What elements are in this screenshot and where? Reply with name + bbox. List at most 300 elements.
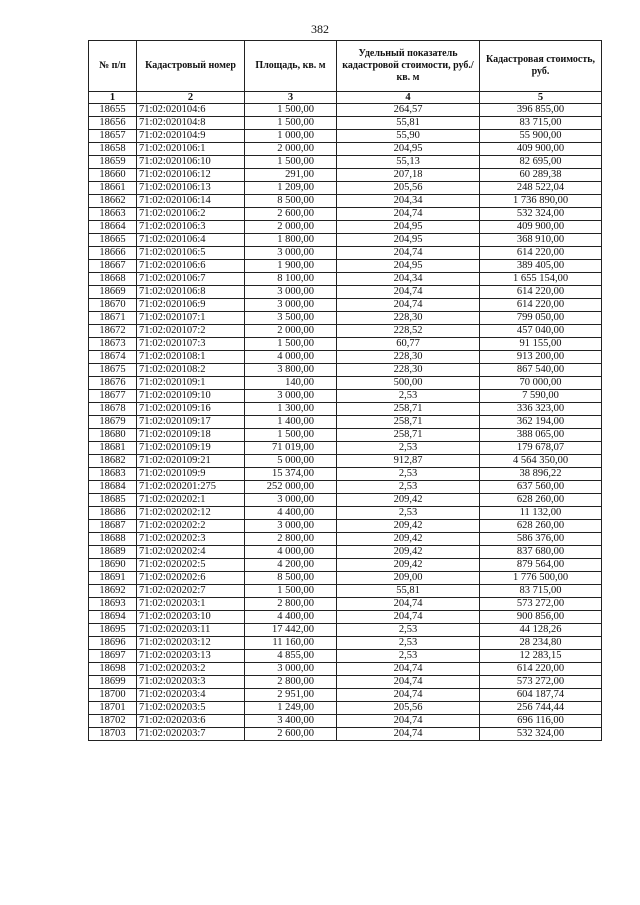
- cell-specific-value: 228,30: [337, 351, 480, 364]
- cell-area: 3 000,00: [245, 494, 337, 507]
- cell-cadastral-number: 71:02:020203:1: [137, 598, 245, 611]
- cell-specific-value: 912,87: [337, 455, 480, 468]
- table-row: [89, 247, 602, 260]
- cell-cadastral-value: 614 220,00: [480, 247, 602, 260]
- cell-area: 4 400,00: [245, 611, 337, 624]
- cell-cadastral-value: 362 194,00: [480, 416, 602, 429]
- cell-specific-value: 2,53: [337, 650, 480, 663]
- column-number: 5: [480, 92, 602, 104]
- cell-specific-value: 204,74: [337, 299, 480, 312]
- table-row: [89, 117, 602, 130]
- cell-cadastral-number: 71:02:020202:6: [137, 572, 245, 585]
- cell-specific-value: 2,53: [337, 637, 480, 650]
- cell-cadastral-number: 71:02:020203:11: [137, 624, 245, 637]
- cell-specific-value: 204,74: [337, 676, 480, 689]
- cell-row-number: 18656: [89, 117, 137, 130]
- cell-cadastral-value: 628 260,00: [480, 494, 602, 507]
- cell-cadastral-number: 71:02:020106:2: [137, 208, 245, 221]
- table-row: [89, 481, 602, 494]
- table-row: [89, 143, 602, 156]
- cell-cadastral-number: 71:02:020104:6: [137, 104, 245, 117]
- cell-cadastral-number: 71:02:020108:2: [137, 364, 245, 377]
- cell-cadastral-value: 628 260,00: [480, 520, 602, 533]
- cell-area: 4 000,00: [245, 351, 337, 364]
- table-row: [89, 676, 602, 689]
- cell-cadastral-value: 11 132,00: [480, 507, 602, 520]
- cell-cadastral-value: 1 776 500,00: [480, 572, 602, 585]
- cell-area: 1 300,00: [245, 403, 337, 416]
- cell-cadastral-number: 71:02:020107:3: [137, 338, 245, 351]
- cell-cadastral-value: 696 116,00: [480, 715, 602, 728]
- table-row: [89, 299, 602, 312]
- cell-cadastral-value: 1 655 154,00: [480, 273, 602, 286]
- cell-cadastral-value: 573 272,00: [480, 598, 602, 611]
- cell-area: 1 500,00: [245, 338, 337, 351]
- cell-row-number: 18684: [89, 481, 137, 494]
- table-row: [89, 572, 602, 585]
- cell-cadastral-value: 409 900,00: [480, 221, 602, 234]
- cell-cadastral-value: 44 128,26: [480, 624, 602, 637]
- cell-specific-value: 209,42: [337, 520, 480, 533]
- cell-row-number: 18700: [89, 689, 137, 702]
- table-row: [89, 260, 602, 273]
- table-row: [89, 403, 602, 416]
- cell-cadastral-value: 586 376,00: [480, 533, 602, 546]
- header-row-number: № п/п: [89, 41, 137, 92]
- cell-area: 1 000,00: [245, 130, 337, 143]
- cell-specific-value: 258,71: [337, 416, 480, 429]
- cell-area: 8 500,00: [245, 195, 337, 208]
- cell-area: 1 500,00: [245, 104, 337, 117]
- cell-specific-value: 204,95: [337, 234, 480, 247]
- table-row: [89, 286, 602, 299]
- cell-cadastral-number: 71:02:020109:9: [137, 468, 245, 481]
- cell-row-number: 18673: [89, 338, 137, 351]
- cell-specific-value: 204,95: [337, 143, 480, 156]
- cell-cadastral-number: 71:02:020106:12: [137, 169, 245, 182]
- cell-specific-value: 209,42: [337, 533, 480, 546]
- cell-area: 1 800,00: [245, 234, 337, 247]
- cell-area: 2 000,00: [245, 221, 337, 234]
- cell-specific-value: 205,56: [337, 182, 480, 195]
- table-row: [89, 221, 602, 234]
- cell-specific-value: 228,30: [337, 364, 480, 377]
- cell-cadastral-value: 614 220,00: [480, 299, 602, 312]
- cell-row-number: 18694: [89, 611, 137, 624]
- table-row: [89, 559, 602, 572]
- cell-specific-value: 228,52: [337, 325, 480, 338]
- cell-area: 1 500,00: [245, 429, 337, 442]
- cell-cadastral-value: 60 289,38: [480, 169, 602, 182]
- table-row: [89, 325, 602, 338]
- cell-cadastral-value: 614 220,00: [480, 663, 602, 676]
- cell-cadastral-value: 91 155,00: [480, 338, 602, 351]
- cell-row-number: 18685: [89, 494, 137, 507]
- cell-specific-value: 209,42: [337, 546, 480, 559]
- cell-row-number: 18690: [89, 559, 137, 572]
- cell-row-number: 18683: [89, 468, 137, 481]
- cell-cadastral-value: 532 324,00: [480, 728, 602, 741]
- cell-cadastral-number: 71:02:020202:7: [137, 585, 245, 598]
- cell-area: 17 442,00: [245, 624, 337, 637]
- table-body: [89, 104, 602, 741]
- cell-row-number: 18661: [89, 182, 137, 195]
- cell-cadastral-value: 38 896,22: [480, 468, 602, 481]
- cell-cadastral-value: 867 540,00: [480, 364, 602, 377]
- cell-specific-value: 204,74: [337, 689, 480, 702]
- table-row: [89, 156, 602, 169]
- cell-cadastral-value: 409 900,00: [480, 143, 602, 156]
- cell-specific-value: 204,95: [337, 260, 480, 273]
- cell-cadastral-value: 879 564,00: [480, 559, 602, 572]
- cell-specific-value: 204,74: [337, 728, 480, 741]
- column-number-row: [89, 92, 602, 104]
- cell-cadastral-number: 71:02:020106:9: [137, 299, 245, 312]
- cell-specific-value: 55,81: [337, 117, 480, 130]
- cell-cadastral-number: 71:02:020106:13: [137, 182, 245, 195]
- cell-specific-value: 205,56: [337, 702, 480, 715]
- cell-area: 4 200,00: [245, 559, 337, 572]
- cell-specific-value: 60,77: [337, 338, 480, 351]
- cell-cadastral-number: 71:02:020106:4: [137, 234, 245, 247]
- column-number: 4: [337, 92, 480, 104]
- cell-area: 140,00: [245, 377, 337, 390]
- cell-area: 3 000,00: [245, 286, 337, 299]
- table-row: [89, 312, 602, 325]
- cell-area: 15 374,00: [245, 468, 337, 481]
- header-cadastral-number: Кадастровый номер: [137, 41, 245, 92]
- cell-row-number: 18693: [89, 598, 137, 611]
- table-row: [89, 442, 602, 455]
- cell-cadastral-number: 71:02:020109:18: [137, 429, 245, 442]
- cell-row-number: 18680: [89, 429, 137, 442]
- cell-row-number: 18678: [89, 403, 137, 416]
- cell-area: 3 000,00: [245, 299, 337, 312]
- table-row: [89, 364, 602, 377]
- cell-row-number: 18659: [89, 156, 137, 169]
- cell-cadastral-number: 71:02:020108:1: [137, 351, 245, 364]
- cell-cadastral-value: 248 522,04: [480, 182, 602, 195]
- cell-cadastral-value: 396 855,00: [480, 104, 602, 117]
- cell-cadastral-value: 637 560,00: [480, 481, 602, 494]
- cell-row-number: 18695: [89, 624, 137, 637]
- cell-cadastral-number: 71:02:020106:5: [137, 247, 245, 260]
- cell-row-number: 18703: [89, 728, 137, 741]
- cell-cadastral-number: 71:02:020201:275: [137, 481, 245, 494]
- cell-cadastral-number: 71:02:020202:2: [137, 520, 245, 533]
- cell-row-number: 18677: [89, 390, 137, 403]
- cell-row-number: 18699: [89, 676, 137, 689]
- table-row: [89, 273, 602, 286]
- page-number: 382: [311, 22, 329, 36]
- cell-cadastral-number: 71:02:020106:1: [137, 143, 245, 156]
- cell-area: 1 249,00: [245, 702, 337, 715]
- column-number: 3: [245, 92, 337, 104]
- cell-specific-value: 55,90: [337, 130, 480, 143]
- cell-area: 252 000,00: [245, 481, 337, 494]
- cell-specific-value: 55,13: [337, 156, 480, 169]
- cell-row-number: 18666: [89, 247, 137, 260]
- cell-row-number: 18663: [89, 208, 137, 221]
- cell-row-number: 18687: [89, 520, 137, 533]
- cell-cadastral-value: 336 323,00: [480, 403, 602, 416]
- table-row: [89, 689, 602, 702]
- cell-specific-value: 2,53: [337, 481, 480, 494]
- cell-cadastral-number: 71:02:020106:14: [137, 195, 245, 208]
- cell-row-number: 18662: [89, 195, 137, 208]
- cell-area: 4 400,00: [245, 507, 337, 520]
- cell-cadastral-value: 388 065,00: [480, 429, 602, 442]
- cell-area: 1 500,00: [245, 117, 337, 130]
- cell-cadastral-number: 71:02:020202:3: [137, 533, 245, 546]
- cell-cadastral-number: 71:02:020202:1: [137, 494, 245, 507]
- cell-row-number: 18658: [89, 143, 137, 156]
- cell-area: 3 000,00: [245, 663, 337, 676]
- table-row: [89, 702, 602, 715]
- cell-area: 1 500,00: [245, 156, 337, 169]
- cell-specific-value: 258,71: [337, 403, 480, 416]
- cell-row-number: 18669: [89, 286, 137, 299]
- cell-row-number: 18665: [89, 234, 137, 247]
- cell-row-number: 18688: [89, 533, 137, 546]
- cell-row-number: 18672: [89, 325, 137, 338]
- cell-specific-value: 204,74: [337, 247, 480, 260]
- table-row: [89, 234, 602, 247]
- header-specific-value: Удельный показатель кадастровой стоимости, руб./кв. м: [337, 41, 480, 92]
- cell-row-number: 18660: [89, 169, 137, 182]
- cell-area: 3 000,00: [245, 520, 337, 533]
- cell-specific-value: 2,53: [337, 442, 480, 455]
- cell-area: 4 855,00: [245, 650, 337, 663]
- table-row: [89, 338, 602, 351]
- cell-cadastral-number: 71:02:020109:16: [137, 403, 245, 416]
- cell-row-number: 18681: [89, 442, 137, 455]
- table-row: [89, 611, 602, 624]
- table-row: [89, 728, 602, 741]
- cell-cadastral-number: 71:02:020203:6: [137, 715, 245, 728]
- cell-cadastral-number: 71:02:020202:12: [137, 507, 245, 520]
- cell-area: 71 019,00: [245, 442, 337, 455]
- cell-cadastral-value: 389 405,00: [480, 260, 602, 273]
- cell-specific-value: 258,71: [337, 429, 480, 442]
- cell-cadastral-value: 7 590,00: [480, 390, 602, 403]
- column-number: 1: [89, 92, 137, 104]
- table-row: [89, 104, 602, 117]
- cell-cadastral-value: 179 678,07: [480, 442, 602, 455]
- table-row: [89, 416, 602, 429]
- cell-specific-value: 204,95: [337, 221, 480, 234]
- cell-cadastral-value: 614 220,00: [480, 286, 602, 299]
- cell-cadastral-number: 71:02:020106:8: [137, 286, 245, 299]
- cell-row-number: 18674: [89, 351, 137, 364]
- cell-cadastral-number: 71:02:020107:2: [137, 325, 245, 338]
- cell-area: 2 800,00: [245, 598, 337, 611]
- cell-cadastral-number: 71:02:020203:12: [137, 637, 245, 650]
- table-row: [89, 468, 602, 481]
- header-area: Площадь, кв. м: [245, 41, 337, 92]
- cell-cadastral-number: 71:02:020202:5: [137, 559, 245, 572]
- cell-cadastral-value: 4 564 350,00: [480, 455, 602, 468]
- cell-specific-value: 500,00: [337, 377, 480, 390]
- cell-specific-value: 2,53: [337, 624, 480, 637]
- cell-cadastral-value: 368 910,00: [480, 234, 602, 247]
- cell-row-number: 18682: [89, 455, 137, 468]
- cell-cadastral-number: 71:02:020203:2: [137, 663, 245, 676]
- cell-cadastral-number: 71:02:020104:8: [137, 117, 245, 130]
- table-row: [89, 650, 602, 663]
- table-row: [89, 507, 602, 520]
- cell-cadastral-value: 256 744,44: [480, 702, 602, 715]
- cell-area: 2 000,00: [245, 325, 337, 338]
- table-row: [89, 494, 602, 507]
- cell-row-number: 18686: [89, 507, 137, 520]
- cell-row-number: 18691: [89, 572, 137, 585]
- cell-cadastral-number: 71:02:020107:1: [137, 312, 245, 325]
- cell-area: 291,00: [245, 169, 337, 182]
- cell-cadastral-number: 71:02:020203:7: [137, 728, 245, 741]
- cell-specific-value: 204,74: [337, 208, 480, 221]
- cell-cadastral-number: 71:02:020109:1: [137, 377, 245, 390]
- cell-area: 8 500,00: [245, 572, 337, 585]
- cell-cadastral-value: 28 234,80: [480, 637, 602, 650]
- cell-cadastral-value: 913 200,00: [480, 351, 602, 364]
- cell-row-number: 18667: [89, 260, 137, 273]
- cell-cadastral-number: 71:02:020109:19: [137, 442, 245, 455]
- cell-cadastral-number: 71:02:020109:17: [137, 416, 245, 429]
- cell-cadastral-value: 70 000,00: [480, 377, 602, 390]
- cell-cadastral-value: 83 715,00: [480, 117, 602, 130]
- table-row: [89, 390, 602, 403]
- cell-cadastral-value: 837 680,00: [480, 546, 602, 559]
- table-row: [89, 182, 602, 195]
- cell-specific-value: 2,53: [337, 390, 480, 403]
- cell-cadastral-number: 71:02:020104:9: [137, 130, 245, 143]
- cell-cadastral-number: 71:02:020109:21: [137, 455, 245, 468]
- table-row: [89, 624, 602, 637]
- cell-area: 1 900,00: [245, 260, 337, 273]
- header-cadastral-value: Кадастровая стоимость, руб.: [480, 41, 602, 92]
- cell-row-number: 18671: [89, 312, 137, 325]
- cell-area: 2 800,00: [245, 533, 337, 546]
- cell-cadastral-value: 82 695,00: [480, 156, 602, 169]
- cell-cadastral-value: 457 040,00: [480, 325, 602, 338]
- table-row: [89, 195, 602, 208]
- table-row: [89, 351, 602, 364]
- cell-row-number: 18697: [89, 650, 137, 663]
- cell-cadastral-value: 573 272,00: [480, 676, 602, 689]
- cell-specific-value: 204,74: [337, 663, 480, 676]
- cell-specific-value: 209,42: [337, 494, 480, 507]
- cell-cadastral-number: 71:02:020106:6: [137, 260, 245, 273]
- cell-row-number: 18702: [89, 715, 137, 728]
- cell-cadastral-value: 799 050,00: [480, 312, 602, 325]
- cell-row-number: 18668: [89, 273, 137, 286]
- cell-specific-value: 264,57: [337, 104, 480, 117]
- cell-cadastral-value: 532 324,00: [480, 208, 602, 221]
- table-row: [89, 546, 602, 559]
- cell-row-number: 18701: [89, 702, 137, 715]
- table-row: [89, 663, 602, 676]
- cell-cadastral-number: 71:02:020203:3: [137, 676, 245, 689]
- table-row: [89, 533, 602, 546]
- cell-area: 5 000,00: [245, 455, 337, 468]
- cell-area: 3 800,00: [245, 364, 337, 377]
- cell-row-number: 18698: [89, 663, 137, 676]
- cell-specific-value: 204,74: [337, 611, 480, 624]
- cell-specific-value: 204,74: [337, 286, 480, 299]
- cell-area: 1 209,00: [245, 182, 337, 195]
- cell-area: 2 951,00: [245, 689, 337, 702]
- cell-row-number: 18664: [89, 221, 137, 234]
- table-row: [89, 377, 602, 390]
- cell-specific-value: 204,74: [337, 715, 480, 728]
- cell-cadastral-number: 71:02:020202:4: [137, 546, 245, 559]
- column-number: 2: [137, 92, 245, 104]
- cell-row-number: 18657: [89, 130, 137, 143]
- cell-specific-value: 55,81: [337, 585, 480, 598]
- cell-cadastral-value: 1 736 890,00: [480, 195, 602, 208]
- cell-row-number: 18676: [89, 377, 137, 390]
- cell-cadastral-value: 900 856,00: [480, 611, 602, 624]
- table-row: [89, 169, 602, 182]
- cell-cadastral-value: 604 187,74: [480, 689, 602, 702]
- cell-specific-value: 2,53: [337, 468, 480, 481]
- cell-area: 3 000,00: [245, 390, 337, 403]
- cell-area: 11 160,00: [245, 637, 337, 650]
- cell-cadastral-number: 71:02:020106:10: [137, 156, 245, 169]
- cadastral-table: [88, 40, 602, 741]
- cell-specific-value: 204,74: [337, 598, 480, 611]
- cell-cadastral-number: 71:02:020203:13: [137, 650, 245, 663]
- cell-area: 1 400,00: [245, 416, 337, 429]
- cell-row-number: 18689: [89, 546, 137, 559]
- cell-row-number: 18670: [89, 299, 137, 312]
- cell-specific-value: 207,18: [337, 169, 480, 182]
- cell-cadastral-value: 55 900,00: [480, 130, 602, 143]
- cell-specific-value: 209,00: [337, 572, 480, 585]
- cell-area: 8 100,00: [245, 273, 337, 286]
- cell-row-number: 18675: [89, 364, 137, 377]
- cell-cadastral-number: 71:02:020203:4: [137, 689, 245, 702]
- table-row: [89, 130, 602, 143]
- cell-specific-value: 209,42: [337, 559, 480, 572]
- cell-area: 2 600,00: [245, 208, 337, 221]
- cell-row-number: 18692: [89, 585, 137, 598]
- cell-cadastral-number: 71:02:020109:10: [137, 390, 245, 403]
- cell-cadastral-number: 71:02:020106:3: [137, 221, 245, 234]
- cell-area: 1 500,00: [245, 585, 337, 598]
- cell-area: 2 800,00: [245, 676, 337, 689]
- cell-specific-value: 204,34: [337, 195, 480, 208]
- cell-area: 3 000,00: [245, 247, 337, 260]
- cell-cadastral-number: 71:02:020203:5: [137, 702, 245, 715]
- table-row: [89, 598, 602, 611]
- cell-area: 3 500,00: [245, 312, 337, 325]
- table-row: [89, 455, 602, 468]
- cell-cadastral-number: 71:02:020203:10: [137, 611, 245, 624]
- table-row: [89, 208, 602, 221]
- table-row: [89, 520, 602, 533]
- cell-row-number: 18679: [89, 416, 137, 429]
- cell-cadastral-value: 12 283,15: [480, 650, 602, 663]
- table-header-row: [89, 41, 602, 92]
- cell-specific-value: 2,53: [337, 507, 480, 520]
- table-row: [89, 715, 602, 728]
- cell-area: 3 400,00: [245, 715, 337, 728]
- cell-area: 2 000,00: [245, 143, 337, 156]
- table-row: [89, 429, 602, 442]
- cell-cadastral-number: 71:02:020106:7: [137, 273, 245, 286]
